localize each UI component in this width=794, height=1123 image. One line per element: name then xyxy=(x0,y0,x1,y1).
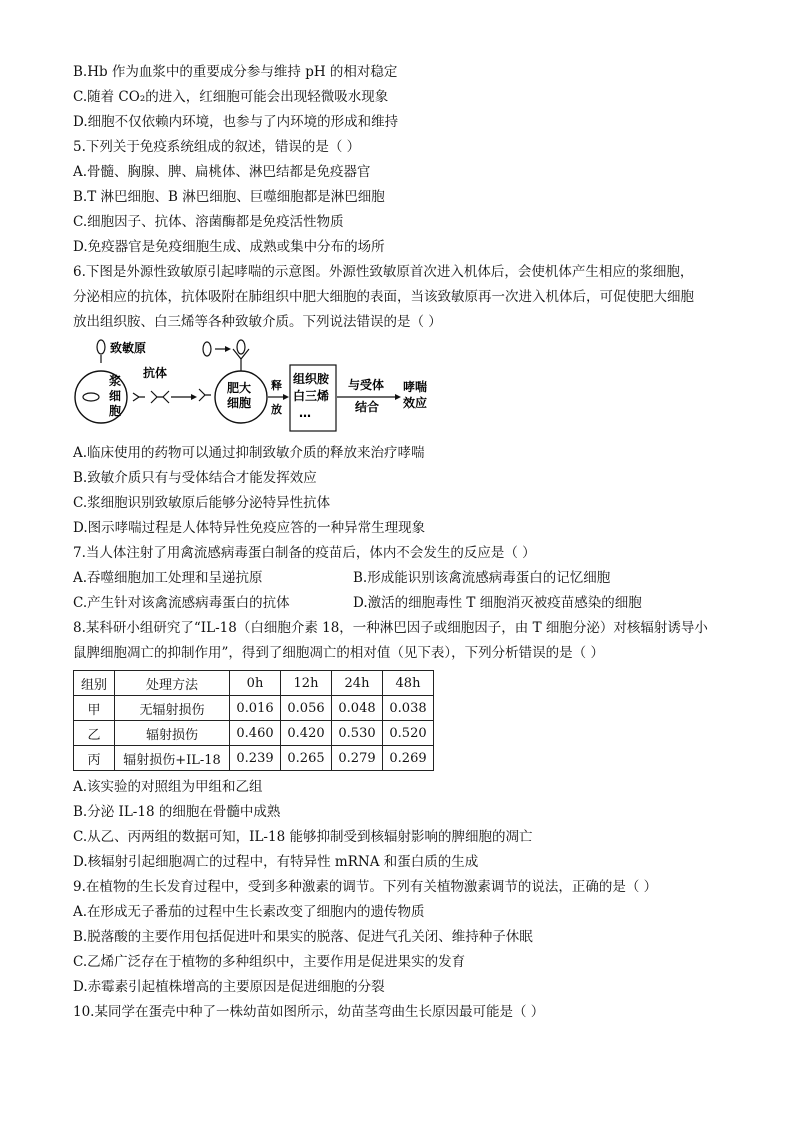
release-label-1: 释 xyxy=(271,379,282,392)
q6-stem-line-2: 分泌相应的抗体，抗体吸附在肺组织中肥大细胞的表面，当该致敏原再一次进入机体后，可促使肥大细胞 xyxy=(73,289,694,305)
table-cell: 辐射损伤+IL-18 xyxy=(115,746,230,771)
q9-stem: 9.在植物的生长发育过程中，受到多种激素的调节。下列有关植物激素调节的说法，正确的是（ ） xyxy=(73,879,658,895)
table-cell: 0.038 xyxy=(383,696,434,721)
q5-stem: 5.下列关于免疫系统组成的叙述，错误的是（ ） xyxy=(73,139,361,155)
mediator-2: 白三烯 xyxy=(293,389,330,403)
release-label-2: 放 xyxy=(271,403,282,416)
table-header-cell: 组别 xyxy=(74,671,115,696)
q9-option-c: C.乙烯广泛存在于植物的多种组织中，主要作用是促进果实的发育 xyxy=(73,954,466,970)
table-row xyxy=(74,696,434,721)
q5-option-c: C.细胞因子、抗体、溶菌酶都是免疫活性物质 xyxy=(73,214,344,230)
q7-option-b: B.形成能识别该禽流感病毒蛋白的记忆细胞 xyxy=(353,570,611,586)
table-cell: 0.460 xyxy=(230,721,281,746)
exam-page xyxy=(73,60,733,1025)
table-cell: 0.279 xyxy=(332,746,383,771)
q7-options-row-2 xyxy=(73,591,733,616)
table-header-cell: 处理方法 xyxy=(115,671,230,696)
q9-option-a: A.在形成无子番茄的过程中生长素改变了细胞内的遗传物质 xyxy=(73,904,425,920)
table-row xyxy=(74,746,434,771)
allergen-label: 致敏原 xyxy=(110,341,147,355)
table-cell: 0.420 xyxy=(281,721,332,746)
plasma-cell-label-3: 胞 xyxy=(109,404,122,418)
q6-option-b: B.致敏介质只有与受体结合才能发挥效应 xyxy=(73,470,317,486)
table-cell: 0.239 xyxy=(230,746,281,771)
q7-options-row-1 xyxy=(73,566,733,591)
antibody-label: 抗体 xyxy=(143,366,168,380)
q9-option-d: D.赤霉素引起植株增高的主要原因是促进细胞的分裂 xyxy=(73,979,385,995)
q7-stem: 7.当人体注射了用禽流感病毒蛋白制备的疫苗后，体内不会发生的反应是（ ） xyxy=(73,545,536,561)
mediator-3: … xyxy=(299,406,311,420)
asthma-diagram xyxy=(73,337,733,437)
table-cell: 0.520 xyxy=(383,721,434,746)
q10-stem: 10.某同学在蛋壳中种了一株幼苗如图所示，幼苗茎弯曲生长原因最可能是（ ） xyxy=(73,1004,545,1020)
table-header-cell: 24h xyxy=(332,671,383,696)
q7-option-d: D.激活的细胞毒性 T 细胞消灭被疫苗感染的细胞 xyxy=(353,595,642,611)
q5-option-a: A.骨髓、胸腺、脾、扁桃体、淋巴结都是免疫器官 xyxy=(73,164,371,180)
antibody-icon xyxy=(133,391,169,403)
table-cell: 0.269 xyxy=(383,746,434,771)
mast-cell-label-1: 肥大 xyxy=(227,381,252,395)
table-cell: 甲 xyxy=(74,696,115,721)
nucleus-shape xyxy=(83,393,99,401)
table-header-row xyxy=(74,671,434,696)
q4-option-d: D.细胞不仅依赖内环境，也参与了内环境的形成和维持 xyxy=(73,114,399,130)
q8-option-d: D.核辐射引起细胞凋亡的过程中，有特异性 mRNA 和蛋白质的生成 xyxy=(73,854,479,870)
table-cell: 无辐射损伤 xyxy=(115,696,230,721)
q6-stem-line-3: 放出组织胺、白三烯等各种致敏介质。下列说法错误的是（ ） xyxy=(73,314,442,330)
table-cell: 乙 xyxy=(74,721,115,746)
apoptosis-table xyxy=(73,670,434,771)
allergen-icon xyxy=(97,340,105,354)
table-cell: 辐射损伤 xyxy=(115,721,230,746)
table-cell: 0.530 xyxy=(332,721,383,746)
q8-option-c: C.从乙、丙两组的数据可知，IL-18 能够抑制受到核辐射影响的脾细胞的凋亡 xyxy=(73,829,533,845)
bind-label-1: 与受体 xyxy=(348,378,385,392)
mast-cell-label-2: 细胞 xyxy=(227,396,252,410)
table-header-cell: 12h xyxy=(281,671,332,696)
bind-label-2: 结合 xyxy=(355,400,380,414)
asthma-label-2: 效应 xyxy=(403,396,428,410)
q5-option-b: B.T 淋巴细胞、B 淋巴细胞、巨噬细胞都是淋巴细胞 xyxy=(73,189,385,205)
q6-stem-line-1: 6.下图是外源性致敏原引起哮喘的示意图。外源性致敏原首次进入机体后，会使机体产生相应的浆细胞， xyxy=(73,264,694,280)
asthma-diagram-svg xyxy=(73,337,453,437)
q7-option-c: C.产生针对该禽流感病毒蛋白的抗体 xyxy=(73,595,290,611)
q6-option-c: C.浆细胞识别致敏原后能够分泌特异性抗体 xyxy=(73,495,331,511)
q4-option-b: B.Hb 作为血浆中的重要成分参与维持 pH 的相对稳定 xyxy=(73,64,398,80)
q8-stem-line-2: 鼠脾细胞凋亡的抑制作用”，得到了细胞凋亡的相对值（见下表），下列分析错误的是（ ） xyxy=(73,645,604,661)
table-header-cell: 48h xyxy=(383,671,434,696)
plasma-cell-label-2: 细 xyxy=(109,389,122,403)
table-cell: 0.056 xyxy=(281,696,332,721)
mediator-1: 组织胺 xyxy=(293,372,330,386)
plasma-cell-label-1: 浆 xyxy=(109,374,122,388)
table-cell: 0.016 xyxy=(230,696,281,721)
q9-option-b: B.脱落酸的主要作用包括促进叶和果实的脱落、促进气孔关闭、维持种子休眠 xyxy=(73,929,533,945)
q8-option-b: B.分泌 IL-18 的细胞在骨髓中成熟 xyxy=(73,804,281,820)
table-cell: 0.048 xyxy=(332,696,383,721)
q8-option-a: A.该实验的对照组为甲组和乙组 xyxy=(73,779,263,795)
asthma-label-1: 哮喘 xyxy=(403,380,428,394)
table-header-cell: 0h xyxy=(230,671,281,696)
q7-option-a: A.吞噬细胞加工处理和呈递抗原 xyxy=(73,570,263,586)
q4-option-c: C.随着 CO₂的进入，红细胞可能会出现轻微吸水现象 xyxy=(73,89,389,105)
q8-stem-line-1: 8.某科研小组研究了“IL-18（白细胞介素 18，一种淋巴因子或细胞因子，由 T 细胞分泌）对核辐射诱导小 xyxy=(73,620,708,636)
q6-option-a: A.临床使用的药物可以通过抑制致敏介质的释放来治疗哮喘 xyxy=(73,445,425,461)
table-cell: 0.265 xyxy=(281,746,332,771)
q6-option-d: D.图示哮喘过程是人体特异性免疫应答的一种异常生理现象 xyxy=(73,520,426,536)
q5-option-d: D.免疫器官是免疫细胞生成、成熟或集中分布的场所 xyxy=(73,239,385,255)
table-row xyxy=(74,721,434,746)
allergen-icon-2 xyxy=(203,342,211,356)
table-cell: 丙 xyxy=(74,746,115,771)
